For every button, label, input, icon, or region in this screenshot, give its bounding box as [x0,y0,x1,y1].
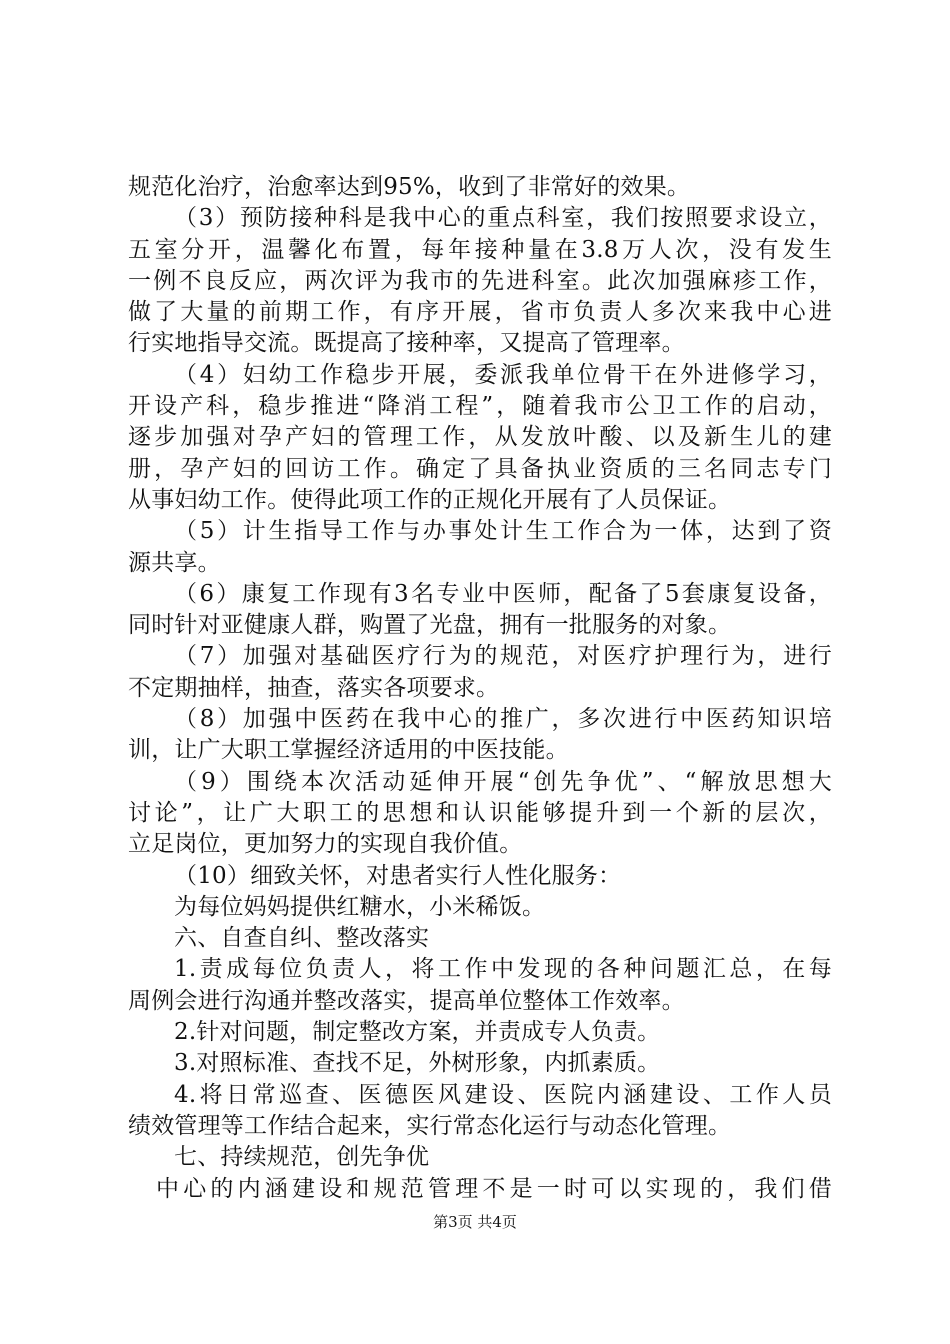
paragraph-line: 源共享。 [128,549,221,576]
paragraph-line: 讨论”，让广大职工的思想和认识能够提升到一个新的层次， [128,799,832,826]
paragraph-line: 逐步加强对孕产妇的管理工作，从发放叶酸、以及新生儿的建 [128,424,832,451]
paragraph-line: 五室分开，温馨化布置，每年接种量在3.8万人次，没有发生 [128,236,832,263]
document-body [128,172,832,1205]
paragraph-line: 4.将日常巡查、医德医风建设、医院内涵建设、工作人员 [174,1081,832,1108]
paragraph-line: 做了大量的前期工作，有序开展，省市负责人多次来我中心进 [128,299,832,326]
paragraph-line: 行实地指导交流。既提高了接种率，又提高了管理率。 [128,330,685,357]
paragraph-line: 3.对照标准、查找不足，外树形象，内抓素质。 [174,1050,661,1077]
paragraph-line: 绩效管理等工作结合起来，实行常态化运行与动态化管理。 [128,1112,732,1139]
page-number-footer: 第3页 共4页 [433,1213,517,1231]
paragraph-line: 2.针对问题，制定整改方案，并责成专人负责。 [174,1019,661,1046]
paragraph-line: （3）预防接种科是我中心的重点科室，我们按照要求设立， [174,205,832,232]
section-heading: 七、持续规范，创先争优 [174,1144,430,1171]
section-heading: 六、自查自纠、整改落实 [174,925,430,952]
paragraph-line: （9）围绕本次活动延伸开展“创先争优”、“解放思想大 [174,768,832,795]
paragraph-line: 训，让广大职工掌握经济适用的中医技能。 [128,737,569,764]
paragraph-line: 立足岗位，更加努力的实现自我价值。 [128,831,523,858]
paragraph-line: 为每位妈妈提供红糖水，小米稀饭。 [174,893,546,920]
paragraph-line: 中心的内涵建设和规范管理不是一时可以实现的，我们借 [156,1175,832,1202]
paragraph-line: （5）计生指导工作与办事处计生工作合为一体，达到了资 [174,518,832,545]
paragraph-line: 从事妇幼工作。使得此项工作的正规化开展有了人员保证。 [128,486,732,513]
paragraph-line: （4）妇幼工作稳步开展，委派我单位骨干在外进修学习， [174,361,832,388]
paragraph-line: （8）加强中医药在我中心的推广，多次进行中医药知识培 [174,706,832,733]
paragraph-line: 不定期抽样，抽查，落实各项要求。 [128,674,500,701]
paragraph-line: 规范化治疗，治愈率达到95%，收到了非常好的效果。 [128,174,691,200]
paragraph-line: （7）加强对基础医疗行为的规范，对医疗护理行为，进行 [174,643,832,670]
paragraph-line: 一例不良反应，两次评为我市的先进科室。此次加强麻疹工作， [128,267,832,294]
paragraph-line: 1.责成每位负责人，将工作中发现的各种问题汇总，在每 [174,956,832,983]
paragraph-line: 周例会进行沟通并整改落实，提高单位整体工作效率。 [128,987,685,1014]
paragraph-line: （6）康复工作现有3名专业中医师，配备了5套康复设备， [174,580,832,607]
paragraph-line: （10）细致关怀，对患者实行人性化服务： [174,862,622,889]
paragraph-line: 同时针对亚健康人群，购置了光盘，拥有一批服务的对象。 [128,612,732,639]
paragraph-line: 开设产科，稳步推进“降消工程”，随着我市公卫工作的启动， [128,393,832,420]
paragraph-line: 册，孕产妇的回访工作。确定了具备执业资质的三名同志专门 [128,455,832,482]
